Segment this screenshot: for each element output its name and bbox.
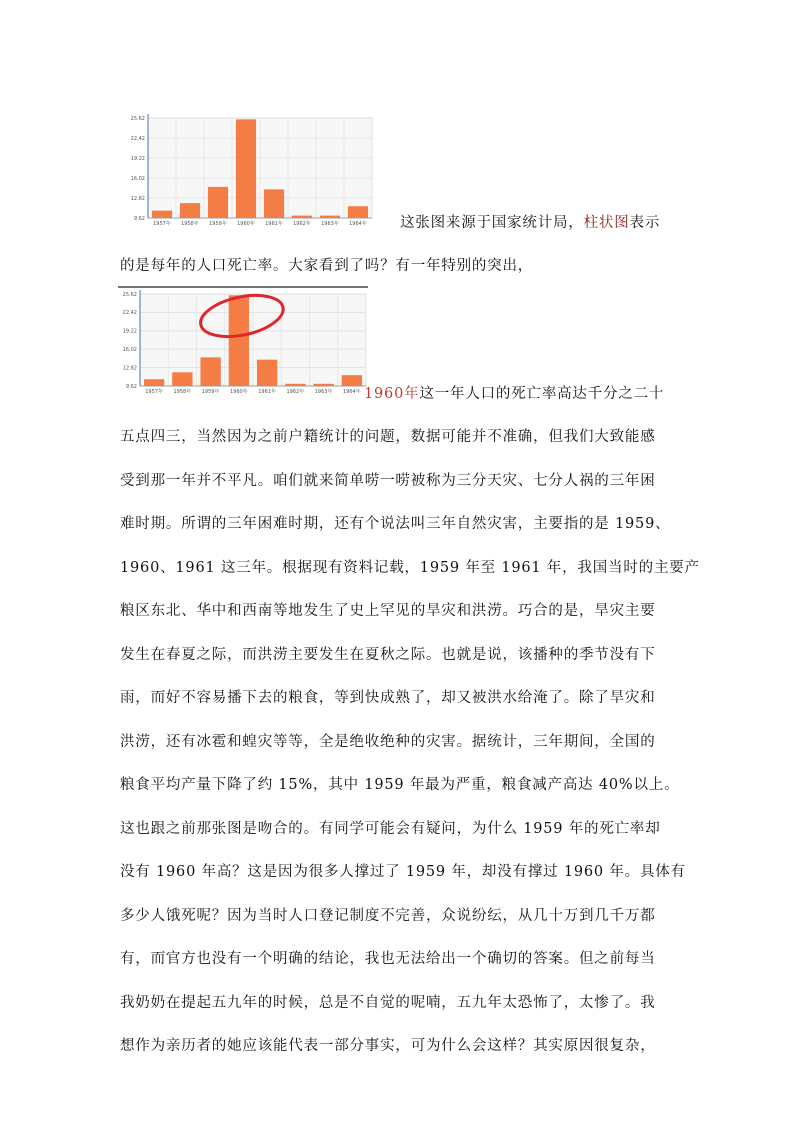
line3-rest: 这一年人口的死亡率高达千分之二十 — [419, 386, 665, 402]
year-1960-highlight: 1960 — [364, 386, 405, 402]
paragraph-line: 我奶奶在提起五九年的时候，总是不自觉的呢喃，五九年太恐怖了，太惨了。我 — [120, 994, 656, 1011]
x-tick-label: 1961年 — [258, 389, 276, 395]
x-tick-label: 1963年 — [321, 221, 339, 227]
intro-text-a: 这张图来源于国家统计局， — [400, 215, 584, 231]
paragraph-line: 发生在春夏之际，而洪涝主要发生在夏秋之际。也就是说，该播种的季节没有下 — [120, 646, 656, 663]
bar — [257, 360, 277, 386]
x-tick-label: 1960年 — [230, 389, 248, 395]
y-tick-label: 25.62 — [122, 291, 137, 298]
x-tick-label: 1960年 — [237, 221, 255, 227]
x-tick-label: 1959年 — [201, 389, 220, 395]
annotated-bar-chart-svg — [118, 286, 368, 398]
bar-chart-svg — [118, 112, 374, 230]
paragraph-line: 雨，而好不容易播下去的粮食，等到快成熟了，却又被洪水给淹了。除了旱灾和 — [120, 690, 656, 706]
bar — [320, 216, 340, 218]
paragraph-line-3 — [364, 384, 664, 404]
death-rate-bar-chart — [118, 112, 374, 230]
bar — [208, 187, 228, 218]
y-tick-label: 22.42 — [122, 310, 137, 317]
paragraph-line: 洪涝，还有冰雹和蝗灾等等，全是绝收绝种的灾害。据统计，三年期间，全国的 — [120, 733, 656, 750]
y-tick-label: 9.62 — [133, 215, 145, 222]
year-suffix: 年 — [404, 386, 420, 402]
x-tick-label: 1957年 — [153, 221, 171, 227]
bar — [172, 372, 192, 386]
y-tick-label: 19.22 — [130, 155, 145, 162]
y-tick-label: 19.22 — [122, 328, 137, 335]
paragraph-line: 这也跟之前那张图是吻合的。有同学可能会有疑问，为什么 1959 年的死亡率却 — [120, 820, 661, 837]
y-tick-label: 12.82 — [130, 195, 145, 202]
y-tick-label: 25.62 — [130, 115, 145, 122]
bar — [292, 216, 312, 218]
bar — [200, 357, 220, 386]
x-tick-label: 1961年 — [265, 221, 283, 227]
paragraph-line: 想作为亲历者的她应该能代表一部分事实，可为什么会这样？其实原因很复杂， — [120, 1038, 656, 1054]
bar — [348, 206, 368, 218]
y-tick-label: 12.82 — [122, 365, 137, 372]
paragraph-line: 五点四三，当然因为之前户籍统计的问题，数据可能并不准确，但我们大致能感 — [120, 429, 656, 445]
intro-text-b: 表示 — [629, 215, 661, 231]
paragraph-line-2: 的是每年的人口死亡率。大家看到了吗？有一年特别的突出， — [120, 258, 534, 274]
bar — [229, 295, 249, 386]
bar — [342, 375, 362, 386]
paragraph-line: 受到那一年并不平凡。咱们就来简单唠一唠被称为三分天灾、七分人祸的三年困 — [120, 472, 656, 489]
paragraph-line: 粮区东北、华中和西南等地发生了史上罕见的旱灾和洪涝。巧合的是，旱灾主要 — [120, 603, 656, 619]
bar — [264, 189, 284, 218]
x-tick-label: 1962年 — [286, 389, 305, 395]
x-tick-label: 1958年 — [181, 221, 199, 227]
x-tick-label: 1957年 — [145, 389, 163, 395]
bar — [180, 203, 200, 218]
paragraph-line: 没有 1960 年高？这是因为很多人撑过了 1959 年，却没有撑过 1960 年。具体有 — [120, 864, 686, 880]
x-tick-label: 1964年 — [349, 221, 367, 227]
paragraph-line: 粮食平均产量下降了约 15%，其中 1959 年最为严重，粮食减产高达 40%以上。 — [120, 777, 680, 793]
intro-line — [400, 213, 660, 233]
y-tick-label: 9.62 — [125, 383, 137, 390]
paragraph-line: 1960、1961 这三年。根据现有资料记载，1959 年至 1961 年，我国当时的主要产 — [120, 559, 700, 576]
annotated-death-rate-bar-chart — [118, 286, 368, 398]
bar — [236, 119, 256, 218]
x-tick-label: 1964年 — [343, 389, 361, 395]
y-tick-label: 16.02 — [122, 347, 137, 353]
paragraph-line: 多少人饿死呢？因为当时人口登记制度不完善，众说纷纭，从几十万到几千万都 — [120, 907, 656, 924]
x-tick-label: 1958年 — [173, 389, 192, 395]
y-tick-label: 22.42 — [130, 135, 145, 142]
x-tick-label: 1963年 — [314, 389, 333, 395]
x-tick-label: 1962年 — [293, 221, 311, 227]
y-tick-label: 16.02 — [130, 175, 145, 182]
bar — [152, 211, 172, 218]
paragraph-line: 难时期。所谓的三年困难时期，还有个说法叫三年自然灾害，主要指的是 1959、 — [120, 516, 671, 532]
bar — [285, 384, 305, 386]
bar — [144, 379, 164, 386]
x-tick-label: 1959年 — [209, 221, 227, 227]
paragraph-line: 有，而官方也没有一个明确的结论，我也无法给出一个确切的答案。但之前每当 — [120, 951, 656, 967]
bar-chart-link[interactable]: 柱状图 — [583, 215, 630, 231]
bar — [313, 384, 333, 386]
